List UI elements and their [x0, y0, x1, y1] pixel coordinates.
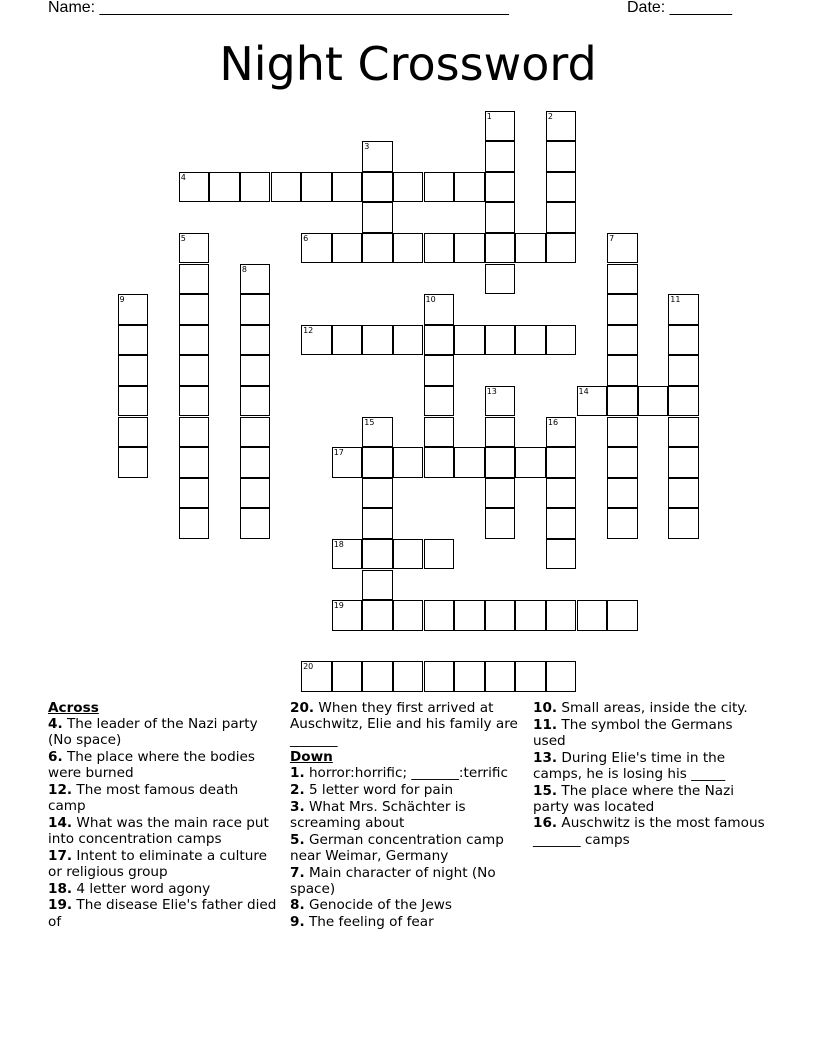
- grid-cell[interactable]: [515, 447, 546, 478]
- grid-cell[interactable]: [485, 600, 516, 631]
- clue-text: During Elie's time in the camps, he is losing his _____: [533, 749, 726, 782]
- grid-cell[interactable]: [546, 111, 577, 142]
- clue-text: Intent to eliminate a culture or religious group: [48, 847, 267, 881]
- clue-number: 2: [547, 111, 553, 121]
- clue: [533, 700, 765, 716]
- grid-cell[interactable]: [362, 141, 393, 172]
- clue: [290, 782, 522, 798]
- clue-text: Main character of night (No space): [290, 864, 496, 897]
- clue-number: 9.: [290, 914, 305, 931]
- grid-cell[interactable]: [607, 355, 638, 386]
- grid-cell[interactable]: [179, 478, 210, 509]
- grid-cell[interactable]: [332, 661, 363, 692]
- grid-cell[interactable]: [546, 539, 577, 570]
- clue-text: The most famous death camp: [48, 782, 239, 815]
- grid-cell[interactable]: [668, 294, 699, 325]
- grid-cell[interactable]: [179, 172, 210, 203]
- grid-cell[interactable]: [362, 172, 393, 203]
- grid-cell[interactable]: [118, 325, 149, 356]
- clue-number: 12.: [48, 782, 73, 799]
- across-clue-list-continued: [290, 700, 522, 749]
- clue-number: 4.: [48, 716, 63, 733]
- clue: [290, 799, 522, 831]
- clue-text: horror:horrific; _______:terrific: [304, 765, 508, 782]
- grid-cell[interactable]: [454, 447, 485, 478]
- clue: [533, 783, 765, 815]
- clue-number: 7.: [290, 864, 305, 881]
- clue-number: 2.: [290, 782, 305, 799]
- grid-cell[interactable]: [485, 111, 516, 142]
- grid-cell[interactable]: [638, 386, 669, 417]
- grid-cell[interactable]: [485, 447, 516, 478]
- grid-cell[interactable]: [607, 386, 638, 417]
- across-heading: Across: [48, 700, 99, 716]
- grid-cell[interactable]: [668, 478, 699, 509]
- grid-cell[interactable]: [424, 386, 455, 417]
- clues-column-1: [48, 700, 280, 930]
- grid-cell[interactable]: [362, 447, 393, 478]
- grid-cell[interactable]: [240, 294, 271, 325]
- grid-cell[interactable]: [240, 508, 271, 539]
- grid-cell[interactable]: [301, 172, 332, 203]
- grid-cell[interactable]: [607, 325, 638, 356]
- grid-cell[interactable]: [546, 508, 577, 539]
- grid-cell[interactable]: [485, 508, 516, 539]
- grid-cell[interactable]: [362, 478, 393, 509]
- grid-cell[interactable]: [485, 478, 516, 509]
- grid-cell[interactable]: [332, 172, 363, 203]
- clue-number: 10.: [533, 700, 558, 716]
- grid-cell[interactable]: [607, 447, 638, 478]
- grid-cell[interactable]: [424, 447, 455, 478]
- clue: [290, 914, 522, 930]
- page-title: Night Crossword: [219, 37, 597, 91]
- clues-column-3: [533, 700, 765, 848]
- grid-cell[interactable]: [362, 600, 393, 631]
- grid-cell[interactable]: [393, 600, 424, 631]
- clue-text: 4 letter word agony: [72, 880, 211, 897]
- grid-cell[interactable]: [485, 386, 516, 417]
- clue-number: 6: [303, 233, 309, 243]
- grid-cell[interactable]: [240, 447, 271, 478]
- grid-cell[interactable]: [454, 233, 485, 264]
- clue-number: 14: [578, 386, 589, 396]
- grid-cell[interactable]: [546, 478, 577, 509]
- grid-cell[interactable]: [179, 355, 210, 386]
- grid-cell[interactable]: [515, 325, 546, 356]
- clue-number: 19: [333, 601, 344, 611]
- grid-cell[interactable]: [301, 661, 332, 692]
- clue: [290, 865, 522, 897]
- grid-cell[interactable]: [118, 294, 149, 325]
- grid-cell[interactable]: [118, 386, 149, 417]
- grid-cell[interactable]: [485, 202, 516, 233]
- clue-number: 6.: [48, 749, 63, 766]
- clue-number: 10: [425, 295, 436, 305]
- grid-cell[interactable]: [240, 172, 271, 203]
- clue-number: 15.: [533, 782, 558, 799]
- grid-cell[interactable]: [118, 447, 149, 478]
- grid-cell[interactable]: [393, 661, 424, 692]
- clue: [48, 782, 280, 814]
- clue-text: Genocide of the Jews: [304, 897, 452, 914]
- clue: [533, 717, 765, 749]
- across-clue-list: [48, 716, 280, 930]
- grid-cell[interactable]: [179, 294, 210, 325]
- clue-number: 8.: [290, 897, 305, 914]
- grid-cell[interactable]: [179, 447, 210, 478]
- grid-cell[interactable]: [485, 325, 516, 356]
- grid-cell[interactable]: [607, 294, 638, 325]
- clue-text: The place where the Nazi party was located: [533, 782, 735, 815]
- grid-cell[interactable]: [179, 417, 210, 448]
- grid-cell[interactable]: [607, 478, 638, 509]
- grid-cell[interactable]: [424, 233, 455, 264]
- grid-cell[interactable]: [546, 172, 577, 203]
- clue-number: 4: [180, 172, 186, 182]
- clue-number: 5.: [290, 831, 305, 848]
- grid-cell[interactable]: [179, 386, 210, 417]
- down-clue-list-continued: [533, 700, 765, 848]
- clue-text: What Mrs. Schächter is screaming about: [290, 798, 466, 831]
- grid-cell[interactable]: [118, 355, 149, 386]
- clue: [290, 765, 522, 781]
- grid-cell[interactable]: [362, 202, 393, 233]
- clue-number: 15: [364, 417, 375, 427]
- grid-cell[interactable]: [546, 417, 577, 448]
- grid-cell[interactable]: [209, 172, 240, 203]
- grid-cell[interactable]: [240, 478, 271, 509]
- grid-cell[interactable]: [424, 294, 455, 325]
- grid-cell[interactable]: [668, 325, 699, 356]
- grid-cell[interactable]: [546, 233, 577, 264]
- clue: [48, 848, 280, 880]
- clue-number: 1: [486, 111, 492, 121]
- grid-cell[interactable]: [454, 661, 485, 692]
- grid-cell[interactable]: [607, 600, 638, 631]
- clue-number: 16: [547, 417, 559, 427]
- clue-number: 3.: [290, 798, 305, 815]
- grid-cell[interactable]: [362, 233, 393, 264]
- clue-number: 13: [486, 386, 497, 396]
- grid-cell[interactable]: [485, 417, 516, 448]
- grid-cell[interactable]: [546, 447, 577, 478]
- clue: [290, 832, 522, 864]
- grid-cell[interactable]: [393, 447, 424, 478]
- grid-cell[interactable]: [179, 508, 210, 539]
- clue: [533, 815, 765, 847]
- grid-cell[interactable]: [546, 202, 577, 233]
- grid-cell[interactable]: [362, 661, 393, 692]
- grid-cell[interactable]: [301, 325, 332, 356]
- grid-cell[interactable]: [362, 539, 393, 570]
- grid-cell[interactable]: [362, 508, 393, 539]
- grid-cell[interactable]: [240, 386, 271, 417]
- grid-cell[interactable]: [393, 233, 424, 264]
- grid-cell[interactable]: [424, 600, 455, 631]
- clue-number: 9: [119, 295, 125, 305]
- clue-text: Auschwitz is the most famous _______ camps: [533, 815, 765, 848]
- clue-number: 7: [609, 233, 615, 243]
- clue-number: 18.: [48, 880, 73, 897]
- grid-cell[interactable]: [240, 417, 271, 448]
- grid-cell[interactable]: [607, 264, 638, 295]
- clue: [48, 716, 280, 748]
- grid-cell[interactable]: [362, 417, 393, 448]
- grid-cell[interactable]: [577, 386, 608, 417]
- clue: [48, 897, 280, 929]
- clue-text: What was the main race put into concentration camps: [48, 814, 269, 848]
- clue-text: Small areas, inside the city.: [557, 700, 748, 716]
- clue: [290, 700, 522, 749]
- grid-cell[interactable]: [668, 386, 699, 417]
- grid-cell[interactable]: [240, 264, 271, 295]
- grid-cell[interactable]: [179, 325, 210, 356]
- clue-number: 18: [333, 539, 344, 549]
- grid-cell[interactable]: [301, 233, 332, 264]
- grid-cell[interactable]: [546, 141, 577, 172]
- grid-cell[interactable]: [515, 600, 546, 631]
- grid-cell[interactable]: [546, 325, 577, 356]
- grid-cell[interactable]: [424, 172, 455, 203]
- grid-cell[interactable]: [668, 355, 699, 386]
- clue-number: 3: [364, 142, 370, 152]
- grid-cell[interactable]: [393, 172, 424, 203]
- grid-cell[interactable]: [607, 417, 638, 448]
- clue-number: 17.: [48, 847, 73, 864]
- clue-number: 20.: [290, 700, 315, 716]
- clue-number: 5: [180, 233, 186, 243]
- clue-number: 20: [303, 662, 314, 672]
- grid-cell[interactable]: [485, 172, 516, 203]
- grid-cell[interactable]: [332, 325, 363, 356]
- clue-text: When they first arrived at Auschwitz, Elie and his family are _______: [290, 700, 518, 749]
- grid-cell[interactable]: [668, 508, 699, 539]
- clue-number: 19.: [48, 897, 73, 914]
- grid-cell[interactable]: [515, 661, 546, 692]
- clue-text: The symbol the Germans used: [533, 716, 733, 749]
- date-field-label: Date: _______: [627, 0, 732, 16]
- grid-cell[interactable]: [332, 447, 363, 478]
- clue-number: 1.: [290, 765, 305, 782]
- grid-cell[interactable]: [118, 417, 149, 448]
- grid-cell[interactable]: [515, 233, 546, 264]
- clue: [48, 749, 280, 781]
- down-heading: Down: [290, 749, 333, 766]
- grid-cell[interactable]: [393, 325, 424, 356]
- grid-cell[interactable]: [332, 539, 363, 570]
- grid-cell[interactable]: [668, 417, 699, 448]
- clue-number: 17: [333, 448, 344, 458]
- grid-cell[interactable]: [668, 447, 699, 478]
- grid-cell[interactable]: [454, 172, 485, 203]
- grid-cell[interactable]: [607, 233, 638, 264]
- clue-number: 11.: [533, 716, 558, 733]
- grid-cell[interactable]: [546, 661, 577, 692]
- clue: [290, 897, 522, 913]
- grid-cell[interactable]: [424, 417, 455, 448]
- grid-cell[interactable]: [485, 141, 516, 172]
- clue-text: The place where the bodies were burned: [48, 749, 255, 782]
- clue: [48, 815, 280, 847]
- grid-cell[interactable]: [332, 600, 363, 631]
- grid-cell[interactable]: [179, 264, 210, 295]
- clue-number: 8: [241, 264, 247, 274]
- grid-cell[interactable]: [240, 325, 271, 356]
- grid-cell[interactable]: [424, 325, 455, 356]
- clue-text: German concentration camp near Weimar, Germany: [290, 831, 504, 864]
- grid-cell[interactable]: [362, 570, 393, 601]
- clue-number: 14.: [48, 814, 73, 831]
- grid-cell[interactable]: [393, 539, 424, 570]
- grid-cell[interactable]: [179, 233, 210, 264]
- grid-cell[interactable]: [240, 355, 271, 386]
- clue-text: The leader of the Nazi party (No space): [48, 716, 258, 749]
- clues-column-2: [290, 700, 522, 931]
- grid-cell[interactable]: [454, 600, 485, 631]
- grid-cell[interactable]: [546, 600, 577, 631]
- clue-text: 5 letter word for pain: [304, 782, 454, 799]
- grid-cell[interactable]: [454, 325, 485, 356]
- clue-number: 11: [670, 295, 681, 305]
- name-field-label: Name: ______________________________________________: [48, 0, 509, 16]
- clue-text: The feeling of fear: [304, 914, 434, 931]
- clue-number: 13.: [533, 749, 558, 766]
- clue: [533, 750, 765, 782]
- clue: [48, 881, 280, 897]
- grid-cell[interactable]: [577, 600, 608, 631]
- grid-cell[interactable]: [485, 661, 516, 692]
- grid-cell[interactable]: [362, 325, 393, 356]
- down-clue-list: [290, 765, 522, 930]
- clue-text: The disease Elie's father died of: [48, 897, 277, 930]
- grid-cell[interactable]: [485, 233, 516, 264]
- clue-number: 12: [303, 325, 314, 335]
- grid-cell[interactable]: [424, 661, 455, 692]
- clue-number: 16.: [533, 815, 558, 832]
- grid-cell[interactable]: [607, 508, 638, 539]
- grid-cell[interactable]: [424, 539, 455, 570]
- grid-cell[interactable]: [485, 264, 516, 295]
- grid-cell[interactable]: [271, 172, 302, 203]
- grid-cell[interactable]: [424, 355, 455, 386]
- grid-cell[interactable]: [332, 233, 363, 264]
